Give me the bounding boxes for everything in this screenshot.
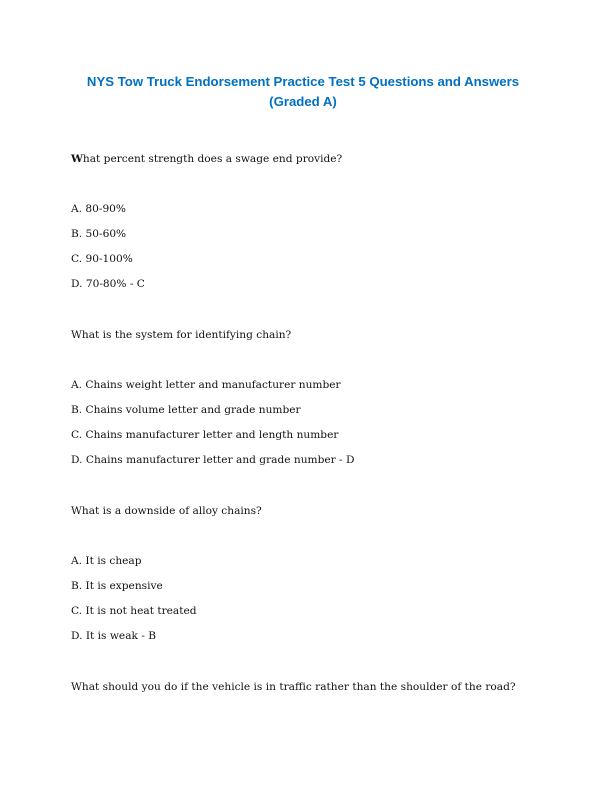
document-title-line-2: (Graded A) [269,94,337,109]
question-2-option-b: B. Chains volume letter and grade number [71,404,301,416]
question-4: What should you do if the vehicle is in traffic rather than the shoulder of the road? [71,681,516,693]
question-3-option-d: D. It is weak - B [71,630,157,642]
question-2-option-c: C. Chains manufacturer letter and length number [71,429,339,441]
question-3-option-a: A. It is cheap [71,555,142,567]
question-2: What is the system for identifying chain? [71,329,292,341]
question-3: What is a downside of alloy chains? [71,505,262,517]
question-1 [71,152,342,166]
question-1-text: hat percent strength does a swage end provide? [82,153,343,165]
question-2-option-d: D. Chains manufacturer letter and grade number - D [71,454,355,466]
question-1-first-letter: W [71,153,83,165]
question-3-option-b: B. It is expensive [71,580,163,592]
question-1-option-c: C. 90-100% [71,253,133,265]
question-1-option-a: A. 80-90% [71,203,126,215]
document-title-line-1: NYS Tow Truck Endorsement Practice Test 5 Questions and Answers [86,74,520,89]
question-1-option-d: D. 70-80% - C [71,278,145,290]
question-1-option-b: B. 50-60% [71,228,127,240]
question-2-option-a: A. Chains weight letter and manufacturer number [71,379,341,391]
question-3-option-c: C. It is not heat treated [71,605,197,617]
